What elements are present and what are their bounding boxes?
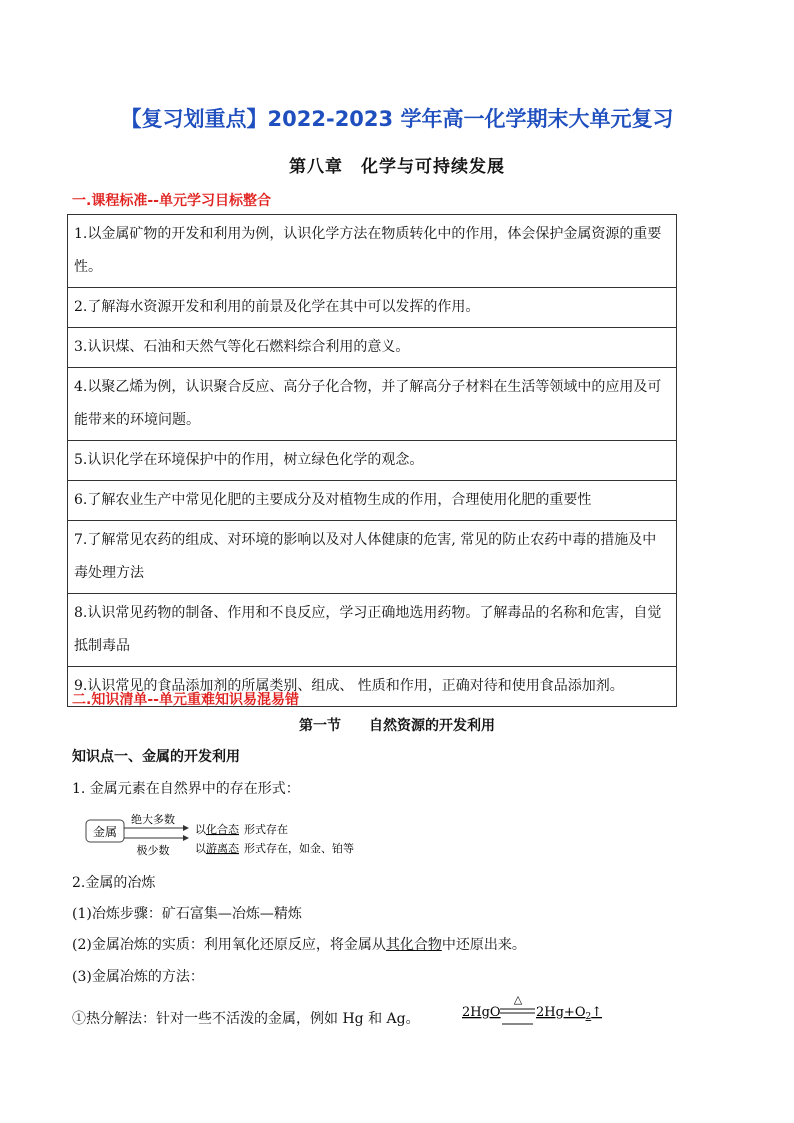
table-cell: 4.以聚乙烯为例，认识聚合反应、高分子化合物，并了解高分子材料在生活等领域中的应用及可能带来的环境问题。 <box>68 368 677 441</box>
step-2-key: 其化合物 <box>385 937 442 953</box>
table-cell: 3.认识煤、石油和天然气等化石燃料综合利用的意义。 <box>68 328 677 368</box>
table-cell: 7.了解常见农药的组成、对环境的影响以及对人体健康的危害, 常见的防止农药中毒的措施及中毒处理方法 <box>68 521 677 594</box>
table-row <box>68 288 677 328</box>
table-row <box>68 368 677 441</box>
subsection-title: 第一节 自然资源的开发利用 <box>299 718 495 734</box>
table-cell: 6.了解农业生产中常见化肥的主要成分及对植物生成的作用，合理使用化肥的重要性 <box>68 481 677 521</box>
equation-right-main: 2Hg+O <box>536 1005 586 1020</box>
step-1: (1)冶炼步骤：矿石富集—冶炼—精炼 <box>72 906 302 922</box>
arrow-bottom-head <box>183 835 189 841</box>
method-1: ①热分解法：针对一些不活泼的金属，例如 Hg 和 Ag。 <box>72 1011 420 1027</box>
arrow-bottom-label: 极少数 <box>136 844 170 857</box>
curriculum-standards-table <box>67 214 677 707</box>
gas-arrow: ↑ <box>591 1005 602 1020</box>
document-title: 【复习划重点】2022-2023 学年高一化学期末大单元复习 <box>120 107 674 131</box>
table-cell: 2.了解海水资源开发和利用的前景及化学在其中可以发挥的作用。 <box>68 288 677 328</box>
heat-condition: △ <box>513 994 523 1006</box>
knowledge-point-title: 知识点一、金属的开发利用 <box>72 749 240 765</box>
section-heading-curriculum: 一.课程标准--单元学习目标整合 <box>72 193 271 209</box>
hgo-decomposition-equation <box>462 994 602 1034</box>
equation-left: 2HgO <box>462 1005 501 1020</box>
table-row <box>68 521 677 594</box>
chapter-title: 第八章 化学与可持续发展 <box>289 157 505 177</box>
result-top <box>195 822 288 836</box>
step-3: (3)金属冶炼的方法： <box>72 969 204 985</box>
result-bottom-prefix: 以 <box>195 842 206 855</box>
step-2 <box>72 934 526 954</box>
table-row <box>68 215 677 288</box>
table-row <box>68 594 677 667</box>
step-2-prefix: (2)金属冶炼的实质：利用氧化还原反应，将金属从 <box>72 937 386 953</box>
arrow-top-head <box>183 825 189 831</box>
item-1: 1. 金属元素在自然界中的存在形式： <box>72 781 300 797</box>
result-bottom-key: 游离态 <box>206 842 239 855</box>
table-cell: 5.认识化学在环境保护中的作用，树立绿色化学的观念。 <box>68 441 677 481</box>
table-cell: 9.认识常见的食品添加剂的所属类别、组成、 性质和作用，正确对待和使用食品添加剂。 <box>68 667 677 707</box>
table-row <box>68 328 677 368</box>
result-top-key: 化合态 <box>206 823 239 836</box>
item-2: 2.金属的冶炼 <box>72 875 156 891</box>
result-top-suffix: 形式存在 <box>244 823 288 836</box>
step-2-suffix: 中还原出来。 <box>441 937 526 953</box>
arrow-top-label: 绝大多数 <box>131 813 175 826</box>
metal-existence-diagram <box>85 812 385 860</box>
equation-subscript: 2 <box>585 1012 592 1022</box>
table-cell: 8.认识常见药物的制备、作用和不良反应，学习正确地选用药物。了解毒品的名称和危害，自觉抵制毒品 <box>68 594 677 667</box>
table-row <box>68 481 677 521</box>
result-bottom <box>195 841 354 855</box>
result-top-prefix: 以 <box>195 823 206 836</box>
result-bottom-suffix: 形式存在，如金、铂等 <box>244 842 354 855</box>
equation-right <box>536 1005 602 1022</box>
table-cell: 1.以金属矿物的开发和利用为例，认识化学方法在物质转化中的作用，体会保护金属资源的重要性。 <box>68 215 677 288</box>
table-row <box>68 441 677 481</box>
section-heading-knowledge: 二.知识清单--单元重难知识易混易错 <box>72 692 299 708</box>
metal-box-label: 金属 <box>92 825 118 839</box>
